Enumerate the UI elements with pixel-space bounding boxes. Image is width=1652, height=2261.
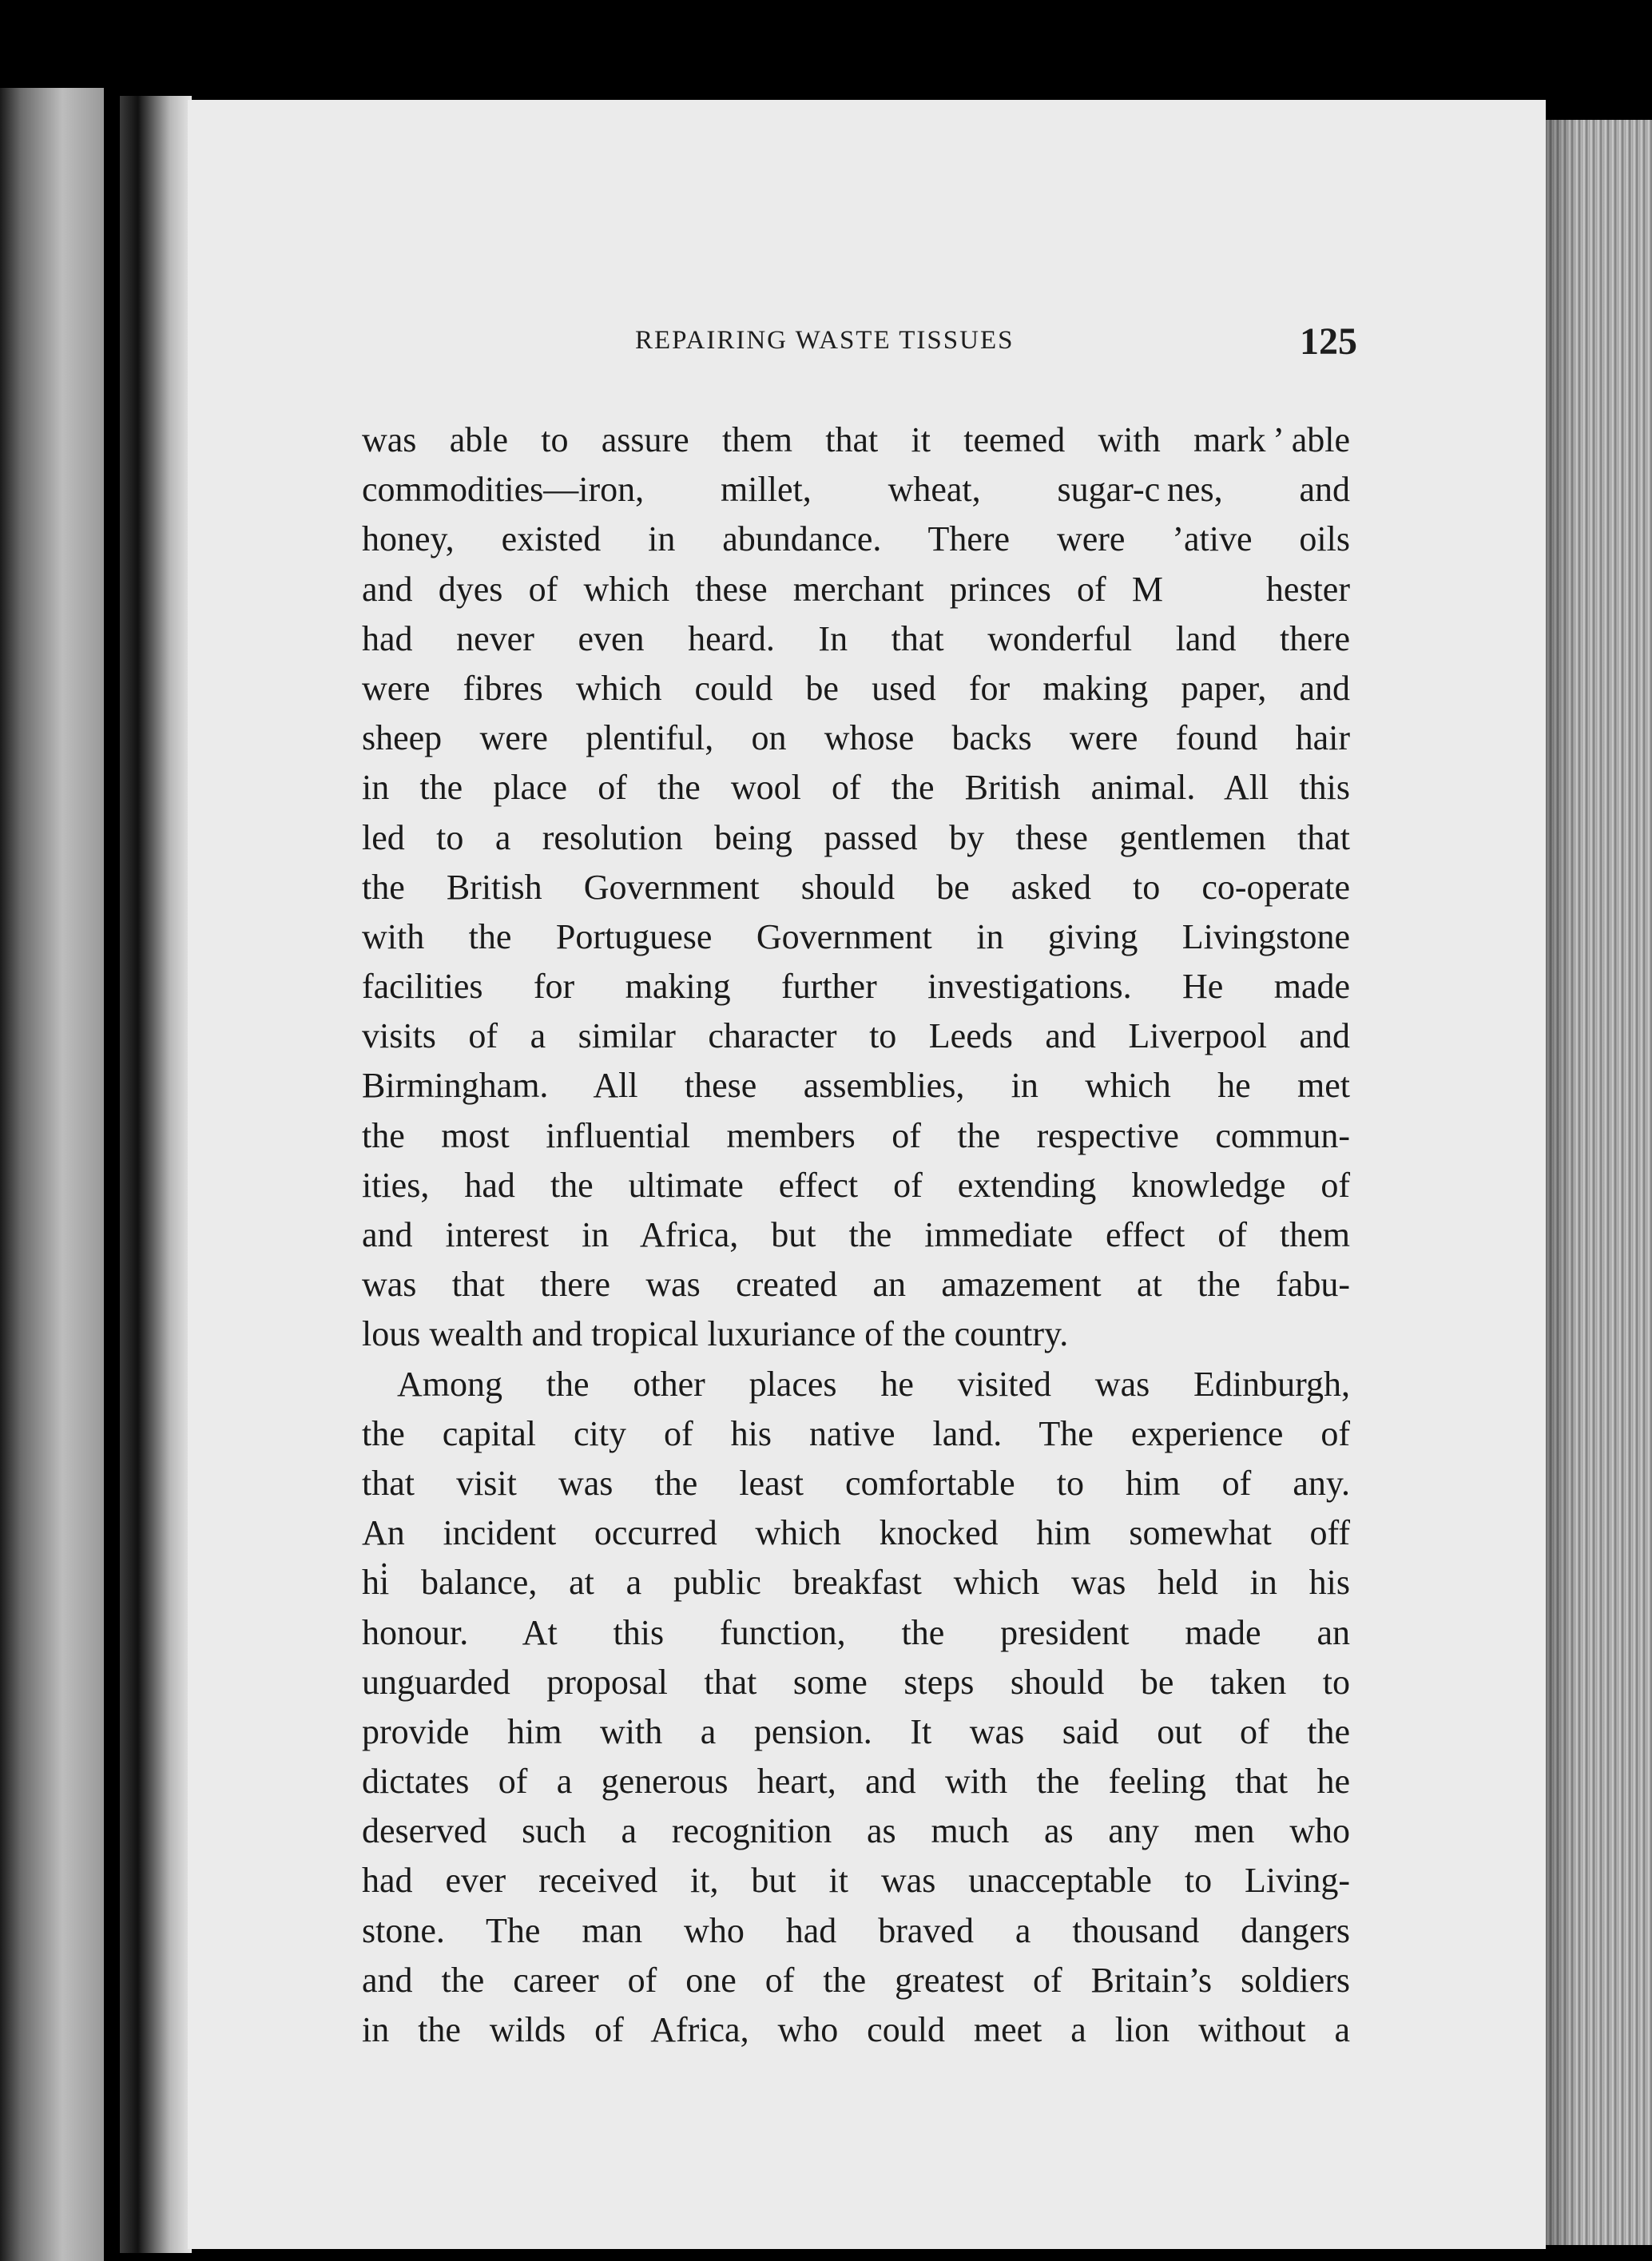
left-page-edge	[0, 88, 104, 2261]
text-line: ities, had the ultimate effect of extending knowledge of	[362, 1165, 1350, 1205]
text-line: were fibres which could be used for making paper, and	[362, 668, 1350, 708]
text-line: that visit was the least comfortable to him of any.	[362, 1463, 1350, 1503]
text-line: the capital city of his native land. The experience of	[362, 1413, 1350, 1453]
page-number: 125	[1300, 320, 1357, 363]
book-gutter	[120, 96, 192, 2253]
body-text	[362, 415, 1350, 2055]
text-line: was that there was created an amazement at the fabu-	[362, 1265, 1350, 1305]
text-line: An incident occurred which knocked him somewhat off	[362, 1513, 1350, 1553]
text-line: led to a resolution being passed by these gentlemen that	[362, 817, 1350, 857]
text-line: and dyes of which these merchant princes of M hester	[362, 569, 1350, 609]
text-line: honour. At this function, the president made an	[362, 1612, 1350, 1652]
text-line: and the career of one of the greatest of Britain’s soldiers	[362, 1960, 1350, 2000]
running-title: REPAIRING WASTE TISSUES	[635, 326, 1015, 355]
text-line: Birmingham. All these assemblies, in which he met	[362, 1066, 1350, 1106]
text-line: deserved such a recognition as much as any men who	[362, 1811, 1350, 1851]
text-line: and interest in Africa, but the immediate effect of them	[362, 1215, 1350, 1254]
text-line: the British Government should be asked to co-operate	[362, 867, 1350, 907]
text-line: commodities—iron, millet, wheat, sugar-c nes, and	[362, 470, 1350, 510]
text-line: unguarded proposal that some steps should be taken to	[362, 1662, 1350, 1702]
text-line: had ever received it, but it was unacceptable to Living-	[362, 1861, 1350, 1901]
text-line: hi̇̇ balance, at a public breakfast which was held in his	[362, 1563, 1350, 1603]
text-line: Among the other places he visited was Edinburgh,	[362, 1364, 1350, 1404]
text-line: dictates of a generous heart, and with the feeling that he	[362, 1762, 1350, 1802]
text-line: was able to assure them that it teemed with mark ’ able	[362, 420, 1350, 459]
text-line: with the Portuguese Government in giving Livingstone	[362, 916, 1350, 956]
text-line: facilities for making further investigations. He made	[362, 967, 1350, 1007]
text-line: visits of a similar character to Leeds and Liverpool and	[362, 1016, 1350, 1056]
text-line: the most influential members of the respective commun-	[362, 1115, 1350, 1155]
text-line: honey, existed in abundance. There were ’ative oils	[362, 519, 1350, 559]
text-line: in the place of the wool of the British animal. All this	[362, 768, 1350, 808]
text-line: provide him with a pension. It was said out of the	[362, 1711, 1350, 1751]
text-line: stone. The man who had braved a thousand dangers	[362, 1910, 1350, 1950]
text-line: in the wilds of Africa, who could meet a lion without a	[362, 2010, 1350, 2049]
text-line-paragraph-end: lous wealth and tropical luxuriance of the country.	[362, 1314, 1069, 1354]
text-line: had never even heard. In that wonderful land there	[362, 618, 1350, 658]
running-head	[0, 320, 1652, 374]
text-line: sheep were plentiful, on whose backs were found hair	[362, 718, 1350, 758]
page-edge-shadow	[1546, 120, 1578, 2245]
